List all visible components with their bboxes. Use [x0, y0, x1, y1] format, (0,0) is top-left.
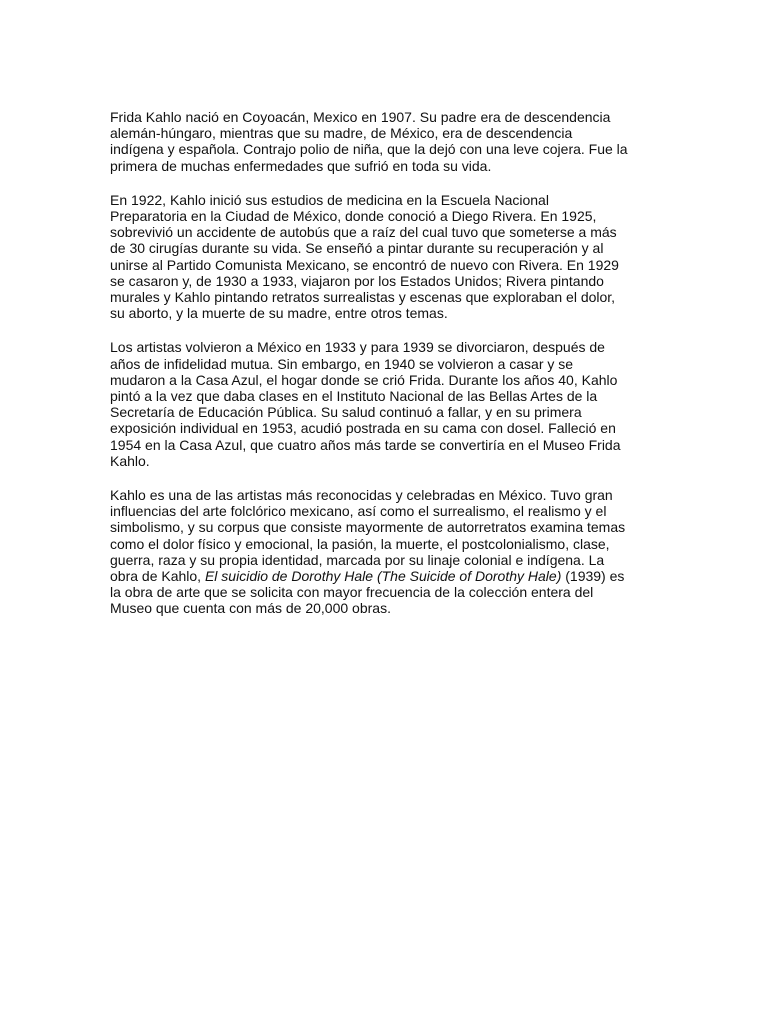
- paragraph-studies-rivera: En 1922, Kahlo inició sus estudios de medicina en la Escuela Nacional Preparatoria en la Ciudad de México, donde conoció a Diego Rivera. En 1925, sobrevivió un accidente de autobús que a raíz del cual tuvo que someterse a más de 30 cirugías durante su vida. Se enseñó a pintar durante su recuperación y al unirse al Partido Comunista Mexicano, se encontró de nuevo con Rivera. En 1929 se casaron y, de 1930 a 1933, viajaron por los Estados Unidos; Rivera pintando murales y Kahlo pintando retratos surrealistas y escenas que exploraban el dolor, su aborto, y la muerte de su madre, entre otros temas.: [110, 191, 619, 322]
- paragraph-birth: Frida Kahlo nació en Coyoacán, Mexico en 1907. Su padre era de descendencia alemán-húngaro, mientras que su madre, de México, era de descendencia indígena y española. Contrajo polio de niña, que la dejó con una leve cojera. Fue la primera de muchas enfermedades que sufrió en toda su vida.: [110, 109, 628, 174]
- legacy-text-after: (1939) es la obra de arte que se solicita con mayor frecuencia de la colección entera del Museo que cuenta con más de 20,000 obras.: [110, 568, 625, 617]
- artwork-title: El suicidio de Dorothy Hale (The Suicide of Dorothy Hale): [204, 568, 562, 585]
- legacy-text-before: Kahlo es una de las artistas más reconocidas y celebradas en México. Tuvo gran influencias del arte folclórico mexicano, así como el surrealismo, el realismo y el simbolismo, y su corpus que consiste mayormente de autorretratos examina temas como el dolor físico y emocional, la pasión, la muerte, el postcolonialismo, clase, guerra, raza y su propia identidad, marcada por su linaje colonial e indígena. La obra de Kahlo,: [110, 487, 626, 585]
- paragraph-legacy: [110, 487, 666, 617]
- document-body: [110, 109, 666, 635]
- paragraph-divorce-death: Los artistas volvieron a México en 1933 y para 1939 se divorciaron, después de años de infidelidad mutua. Sin embargo, en 1940 se volvieron a casar y se mudaron a la Casa Azul, el hogar donde se crió Frida. Durante los años 40, Kahlo pintó a la vez que daba clases en el Instituto Nacional de las Bellas Artes de la Secretaría de Educación Pública. Su salud continuó a fallar, y en su primera exposición individual en 1953, acudió postrada en su cama con dosel. Falleció en 1954 en la Casa Azul, que cuatro años más tarde se convertiría en el Museo Frida Kahlo.: [110, 339, 621, 469]
